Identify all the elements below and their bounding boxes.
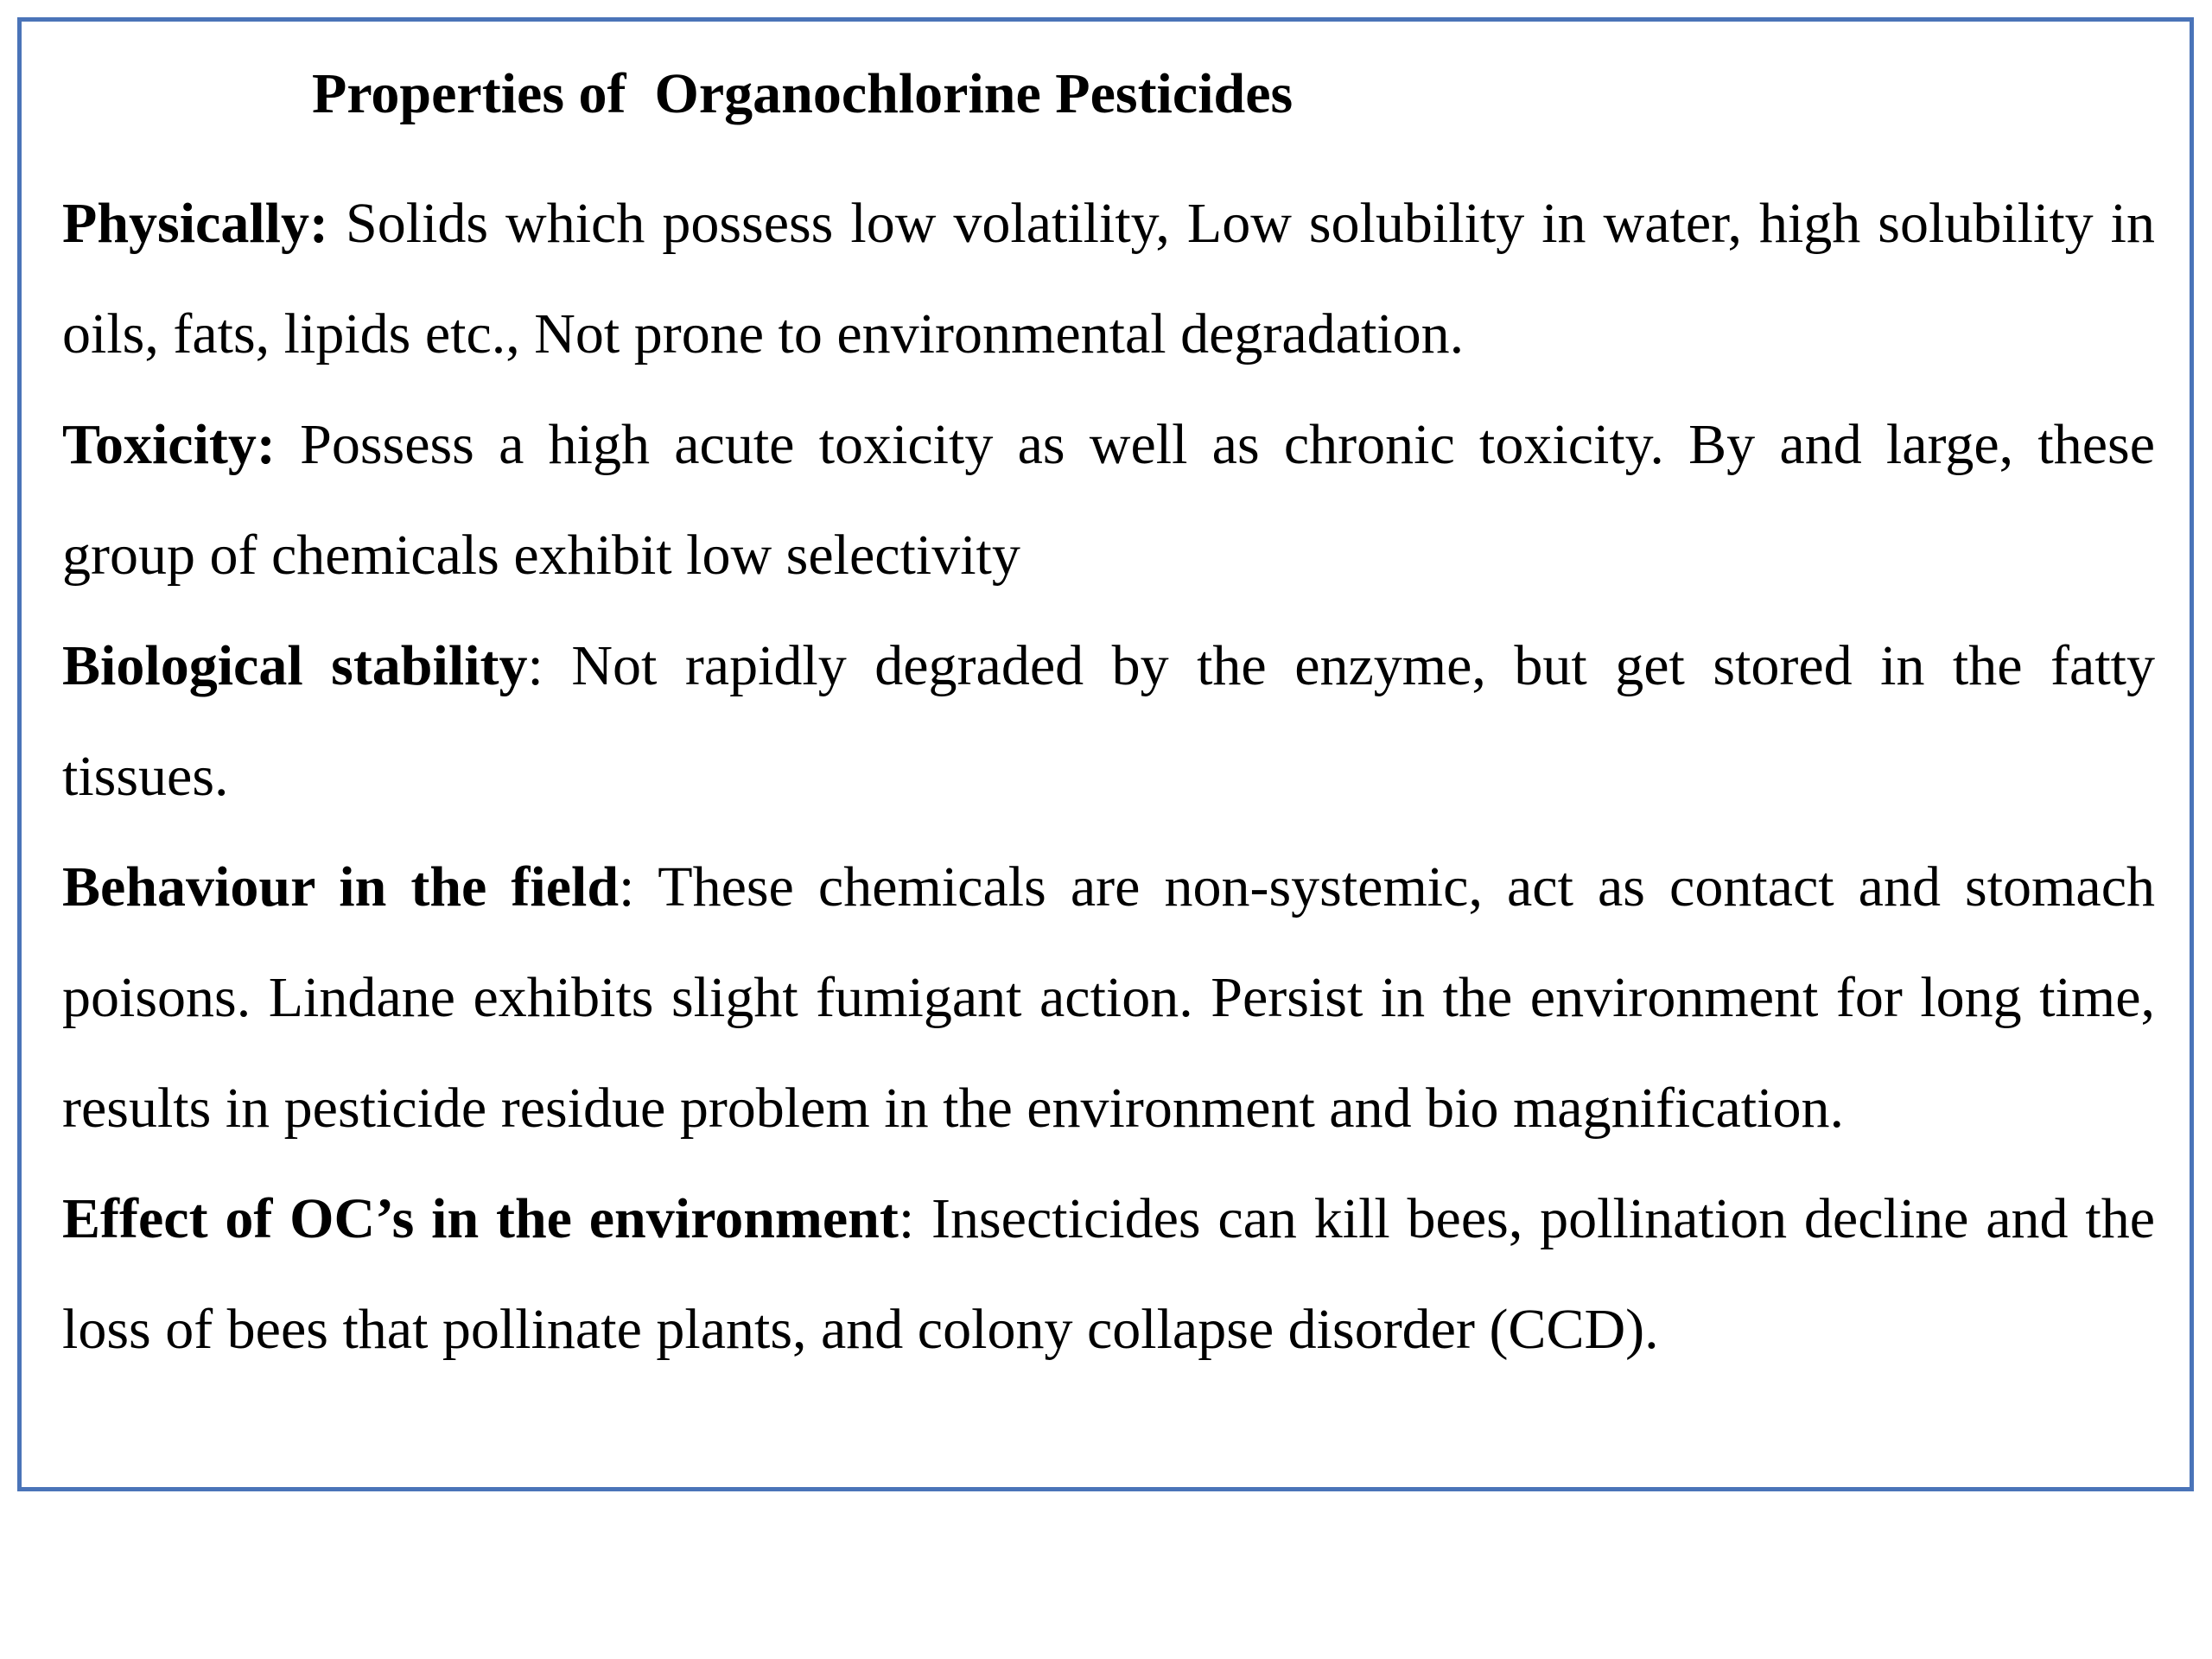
section-text: Possess a high acute toxicity as well as chronic toxicity. By and large, these group of chemicals exhibit low selectivity bbox=[62, 413, 2155, 587]
section-text: : Insecticides can kill bees, pollination decline and the loss of bees that pollinate plants, and colony collapse disorder (CCD). bbox=[62, 1187, 2155, 1361]
section-text: Solids which possess low volatility, Low solubility in water, high solubility in oils, fats, lipids etc., Not prone to environmental degradation. bbox=[62, 192, 2155, 365]
document-body bbox=[62, 168, 2155, 1385]
section-label: Biological stability bbox=[62, 634, 528, 697]
document-box bbox=[17, 17, 2194, 1491]
section-text: : These chemicals are non-systemic, act as contact and stomach poisons. Lindane exhibits slight fumigant action. Persist in the environment for long time, results in pesticide residue problem in the environment and bio magnification. bbox=[62, 855, 2155, 1140]
section-label: Physically: bbox=[62, 192, 328, 255]
document-title: Properties of Organochlorine Pesticides bbox=[312, 62, 1294, 125]
section-behaviour-in-field bbox=[62, 832, 2155, 1164]
section-physically bbox=[62, 168, 2155, 390]
section-text: : Not rapidly degraded by the enzyme, but get stored in the fatty tissues. bbox=[62, 634, 2155, 808]
section-effect-in-environment bbox=[62, 1164, 2155, 1385]
section-biological-stability bbox=[62, 611, 2155, 832]
section-label: Toxicity: bbox=[62, 413, 276, 476]
section-label: Effect of OC’s in the environment bbox=[62, 1187, 899, 1250]
section-toxicity bbox=[62, 390, 2155, 611]
section-label: Behaviour in the field bbox=[62, 855, 620, 918]
